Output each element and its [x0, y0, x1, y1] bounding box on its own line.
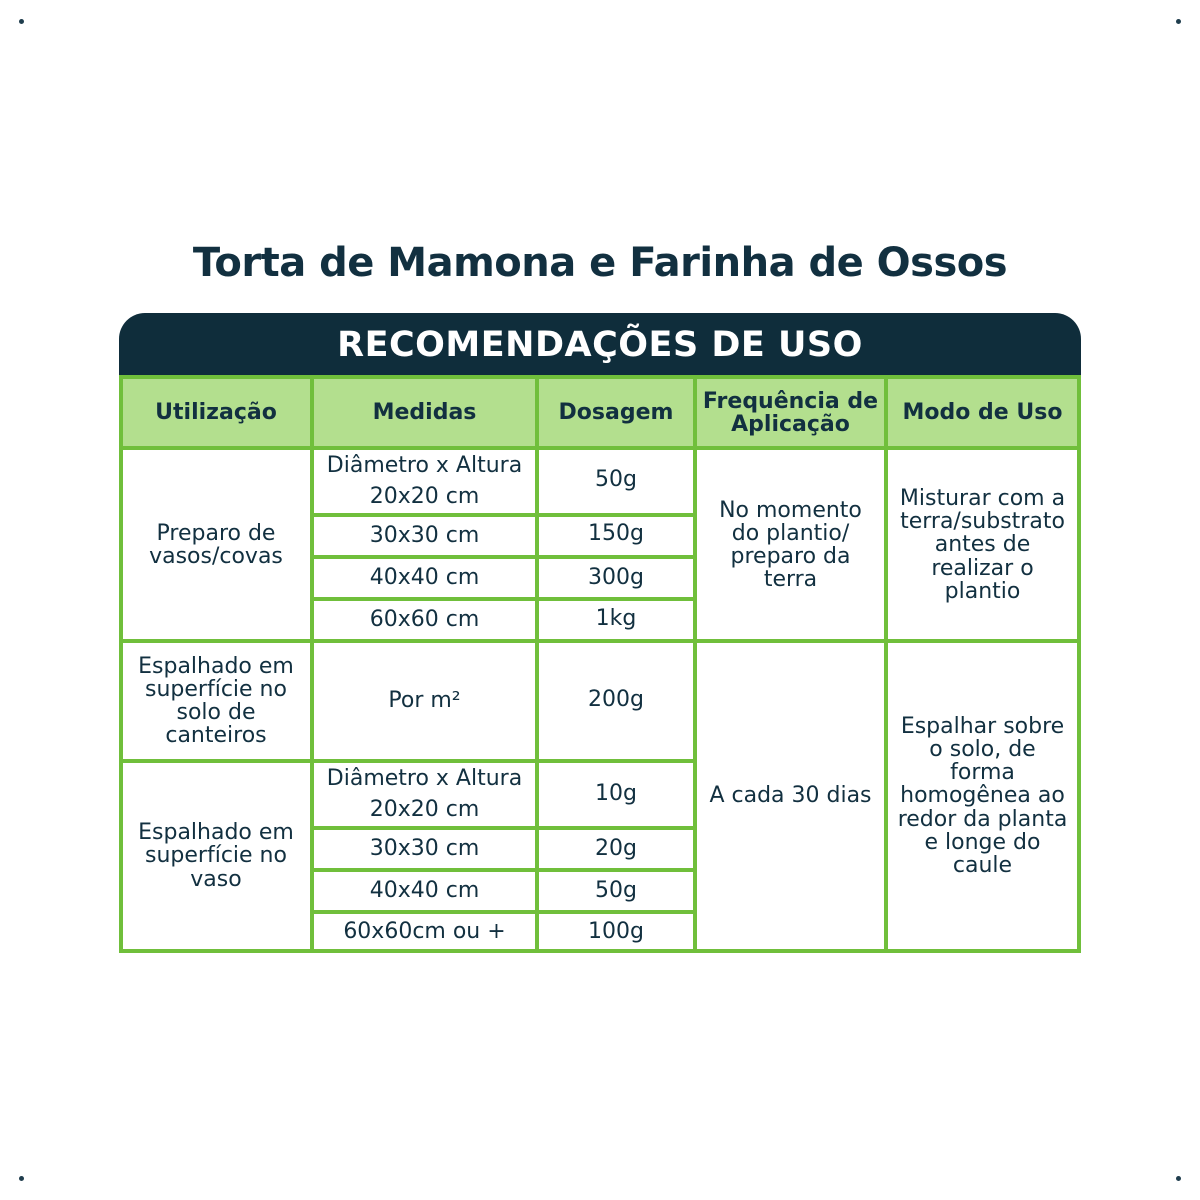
header-frequencia: Frequência de Aplicação: [696, 378, 885, 448]
header-dosagem: Dosagem: [538, 378, 694, 448]
grid-line: [1077, 375, 1081, 953]
grid-line: [535, 375, 539, 953]
cell-frequencia-plantio: No momento do plantio/ preparo da terra: [719, 497, 862, 593]
cell-medida: Diâmetro x Altura 20x20 cm: [326, 453, 523, 509]
cell-dosagem: 50g: [595, 878, 637, 904]
grid-line: [311, 910, 696, 914]
grid-line: [311, 513, 696, 517]
cell-medida: 60x60 cm: [369, 607, 480, 633]
page-title: Torta de Mamona e Farinha de Ossos: [192, 240, 1008, 286]
table-banner: RECOMENDAÇÕES DE USO: [119, 313, 1081, 376]
corner-dot-bottom-right: [1176, 1176, 1181, 1181]
cell-dosagem: 100g: [588, 918, 644, 944]
cell-medida: 30x30 cm: [369, 523, 480, 549]
grid-line: [119, 375, 1081, 379]
cell-medida: 30x30 cm: [369, 836, 480, 862]
cell-utilizacao-vaso: Espalhado em superfície no vaso: [138, 820, 294, 892]
cell-dosagem-200g: 200g: [588, 687, 644, 713]
corner-dot-bottom-left: [19, 1176, 24, 1181]
cell-dosagem: 150g: [588, 521, 644, 547]
cell-dosagem: 10g: [595, 780, 637, 806]
grid-line: [119, 639, 1081, 643]
cell-utilizacao-canteiros: Espalhado em superfície no solo de canteiros: [138, 653, 294, 749]
grid-line: [311, 868, 696, 872]
grid-line: [119, 375, 123, 953]
cell-medida-por-m2: Por m²: [388, 688, 461, 714]
cell-modo-misturar: Misturar com a terra/substrato antes de realizar o plantio: [899, 486, 1066, 604]
grid-line: [693, 375, 697, 953]
grid-line: [119, 446, 1081, 450]
grid-line: [311, 826, 696, 830]
corner-dot-top-left: [19, 19, 24, 24]
cell-medida: 40x40 cm: [369, 565, 480, 591]
cell-frequencia-30-dias: A cada 30 dias: [709, 783, 872, 809]
corner-dot-top-right: [1176, 19, 1181, 24]
cell-medida: 60x60cm ou +: [343, 918, 506, 944]
grid-line: [310, 375, 314, 953]
grid-line: [119, 759, 696, 763]
header-modo: Modo de Uso: [887, 378, 1078, 448]
cell-utilizacao-preparo: Preparo de vasos/covas: [149, 520, 283, 569]
cell-modo-espalhar: Espalhar sobre o solo, de forma homogênea ao redor da planta e longe do caule: [897, 714, 1068, 878]
grid-line: [119, 949, 1081, 953]
cell-medida: 40x40 cm: [369, 878, 480, 904]
cell-dosagem: 20g: [595, 836, 637, 862]
header-utilizacao: Utilização: [121, 378, 311, 448]
grid-line: [311, 555, 696, 559]
cell-dosagem: 1kg: [595, 606, 637, 632]
cell-medida: Diâmetro x Altura 20x20 cm: [326, 765, 523, 822]
cell-dosagem: 300g: [588, 565, 644, 591]
grid-line: [884, 375, 888, 953]
grid-line: [311, 597, 696, 601]
cell-dosagem: 50g: [595, 467, 637, 493]
header-medidas: Medidas: [313, 378, 536, 448]
